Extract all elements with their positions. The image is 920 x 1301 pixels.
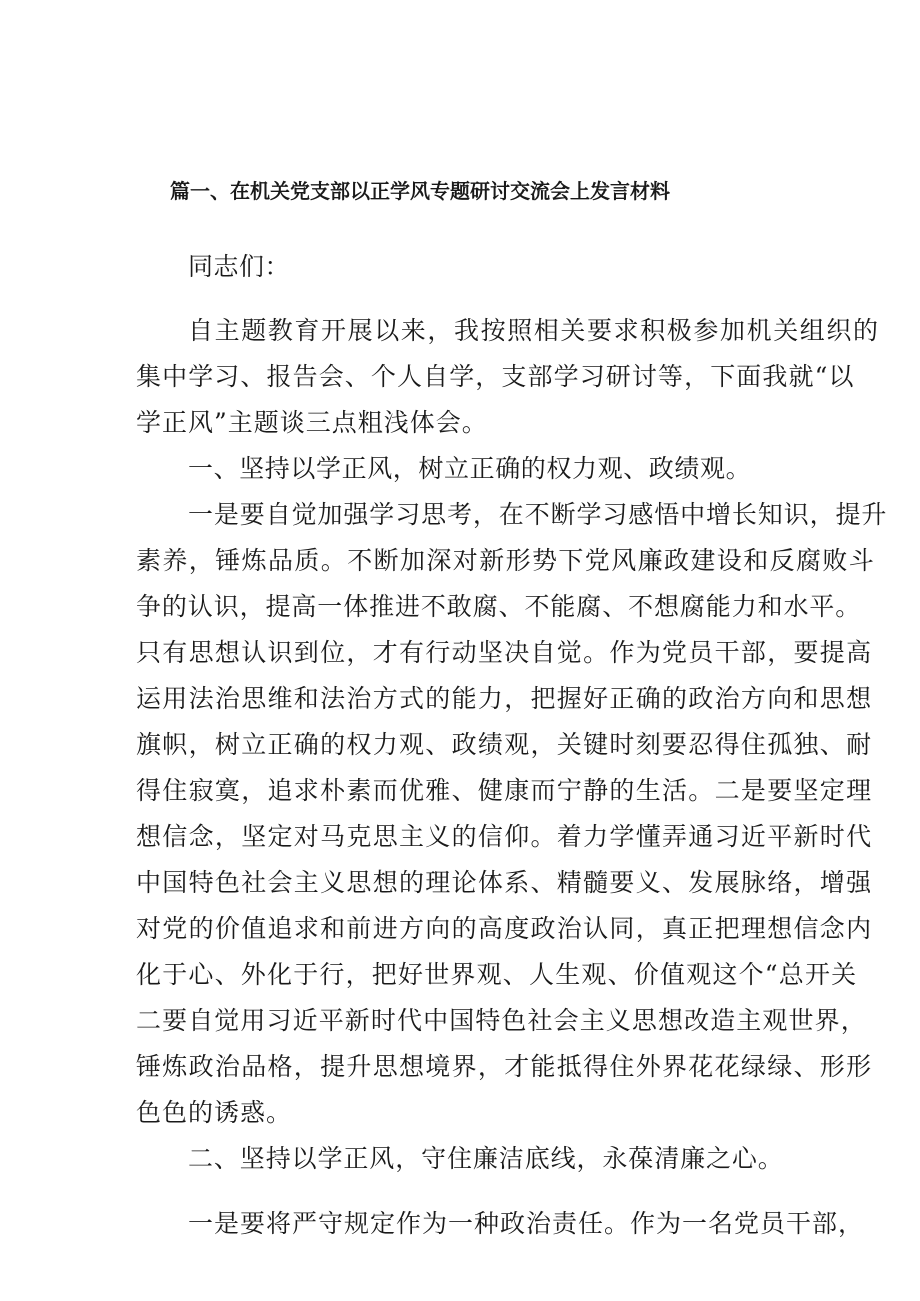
section-heading-1: 一、坚持以学正风，树立正确的权力观、政绩观。 (188, 454, 752, 483)
text-line: 化于心、外化于行，把好世界观、人生观、价值观这个“总开关 (136, 960, 858, 989)
text-line: 运用法治思维和法治方式的能力，把握好正确的政治方向和思想 (136, 684, 873, 713)
text-line: 锤炼政治品格，提升思想境界，才能抵得住外界花花绿绿、形形 (136, 1052, 873, 1081)
text-line: 想信念，坚定对马克思主义的信仰。着力学懂弄通习近平新时代 (136, 822, 873, 851)
section-heading-2: 二、坚持以学正风，守住廉洁底线，永葆清廉之心。 (188, 1144, 784, 1173)
text-line: 只有思想认识到位，才有行动坚决自觉。作为党员干部，要提高 (136, 638, 873, 667)
text-line: 素养，锤炼品质。不断加深对新形势下党风廉政建设和反腐败斗 (136, 546, 876, 575)
text-line: 一是要将严守规定作为一种政治责任。作为一名党员干部， (188, 1209, 865, 1238)
text-line: 集中学习、报告会、个人自学，支部学习研讨等，下面我就“以 (136, 362, 855, 391)
text-line: 一是要自觉加强学习思考，在不断学习感悟中增长知识，提升 (188, 500, 888, 529)
text-line: 旗帜，树立正确的权力观、政绩观，关键时刻要忍得住孤独、耐 (136, 730, 873, 759)
document-title: 篇一、在机关党支部以正学风专题研讨交流会上发言材料 (170, 179, 670, 203)
text-line: 自主题教育开展以来，我按照相关要求积极参加机关组织的 (188, 316, 880, 345)
salutation: 同志们： (188, 252, 291, 281)
text-line: 色色的诱惑。 (136, 1098, 293, 1127)
text-line: 学正风”主题谈三点粗浅体会。 (136, 408, 488, 437)
text-line: 争的认识，提高一体推进不敢腐、不能腐、不想腐能力和水平。 (136, 592, 862, 621)
text-line: 二要自觉用习近平新时代中国特色社会主义思想改造主观世界， (136, 1006, 867, 1035)
text-line: 得住寂寞，追求朴素而优雅、健康而宁静的生活。二是要坚定理 (136, 776, 873, 805)
text-line: 中国特色社会主义思想的理论体系、精髓要义、发展脉络，增强 (136, 868, 873, 897)
text-line: 对党的价值追求和前进方向的高度政治认同，真正把理想信念内 (136, 914, 873, 943)
